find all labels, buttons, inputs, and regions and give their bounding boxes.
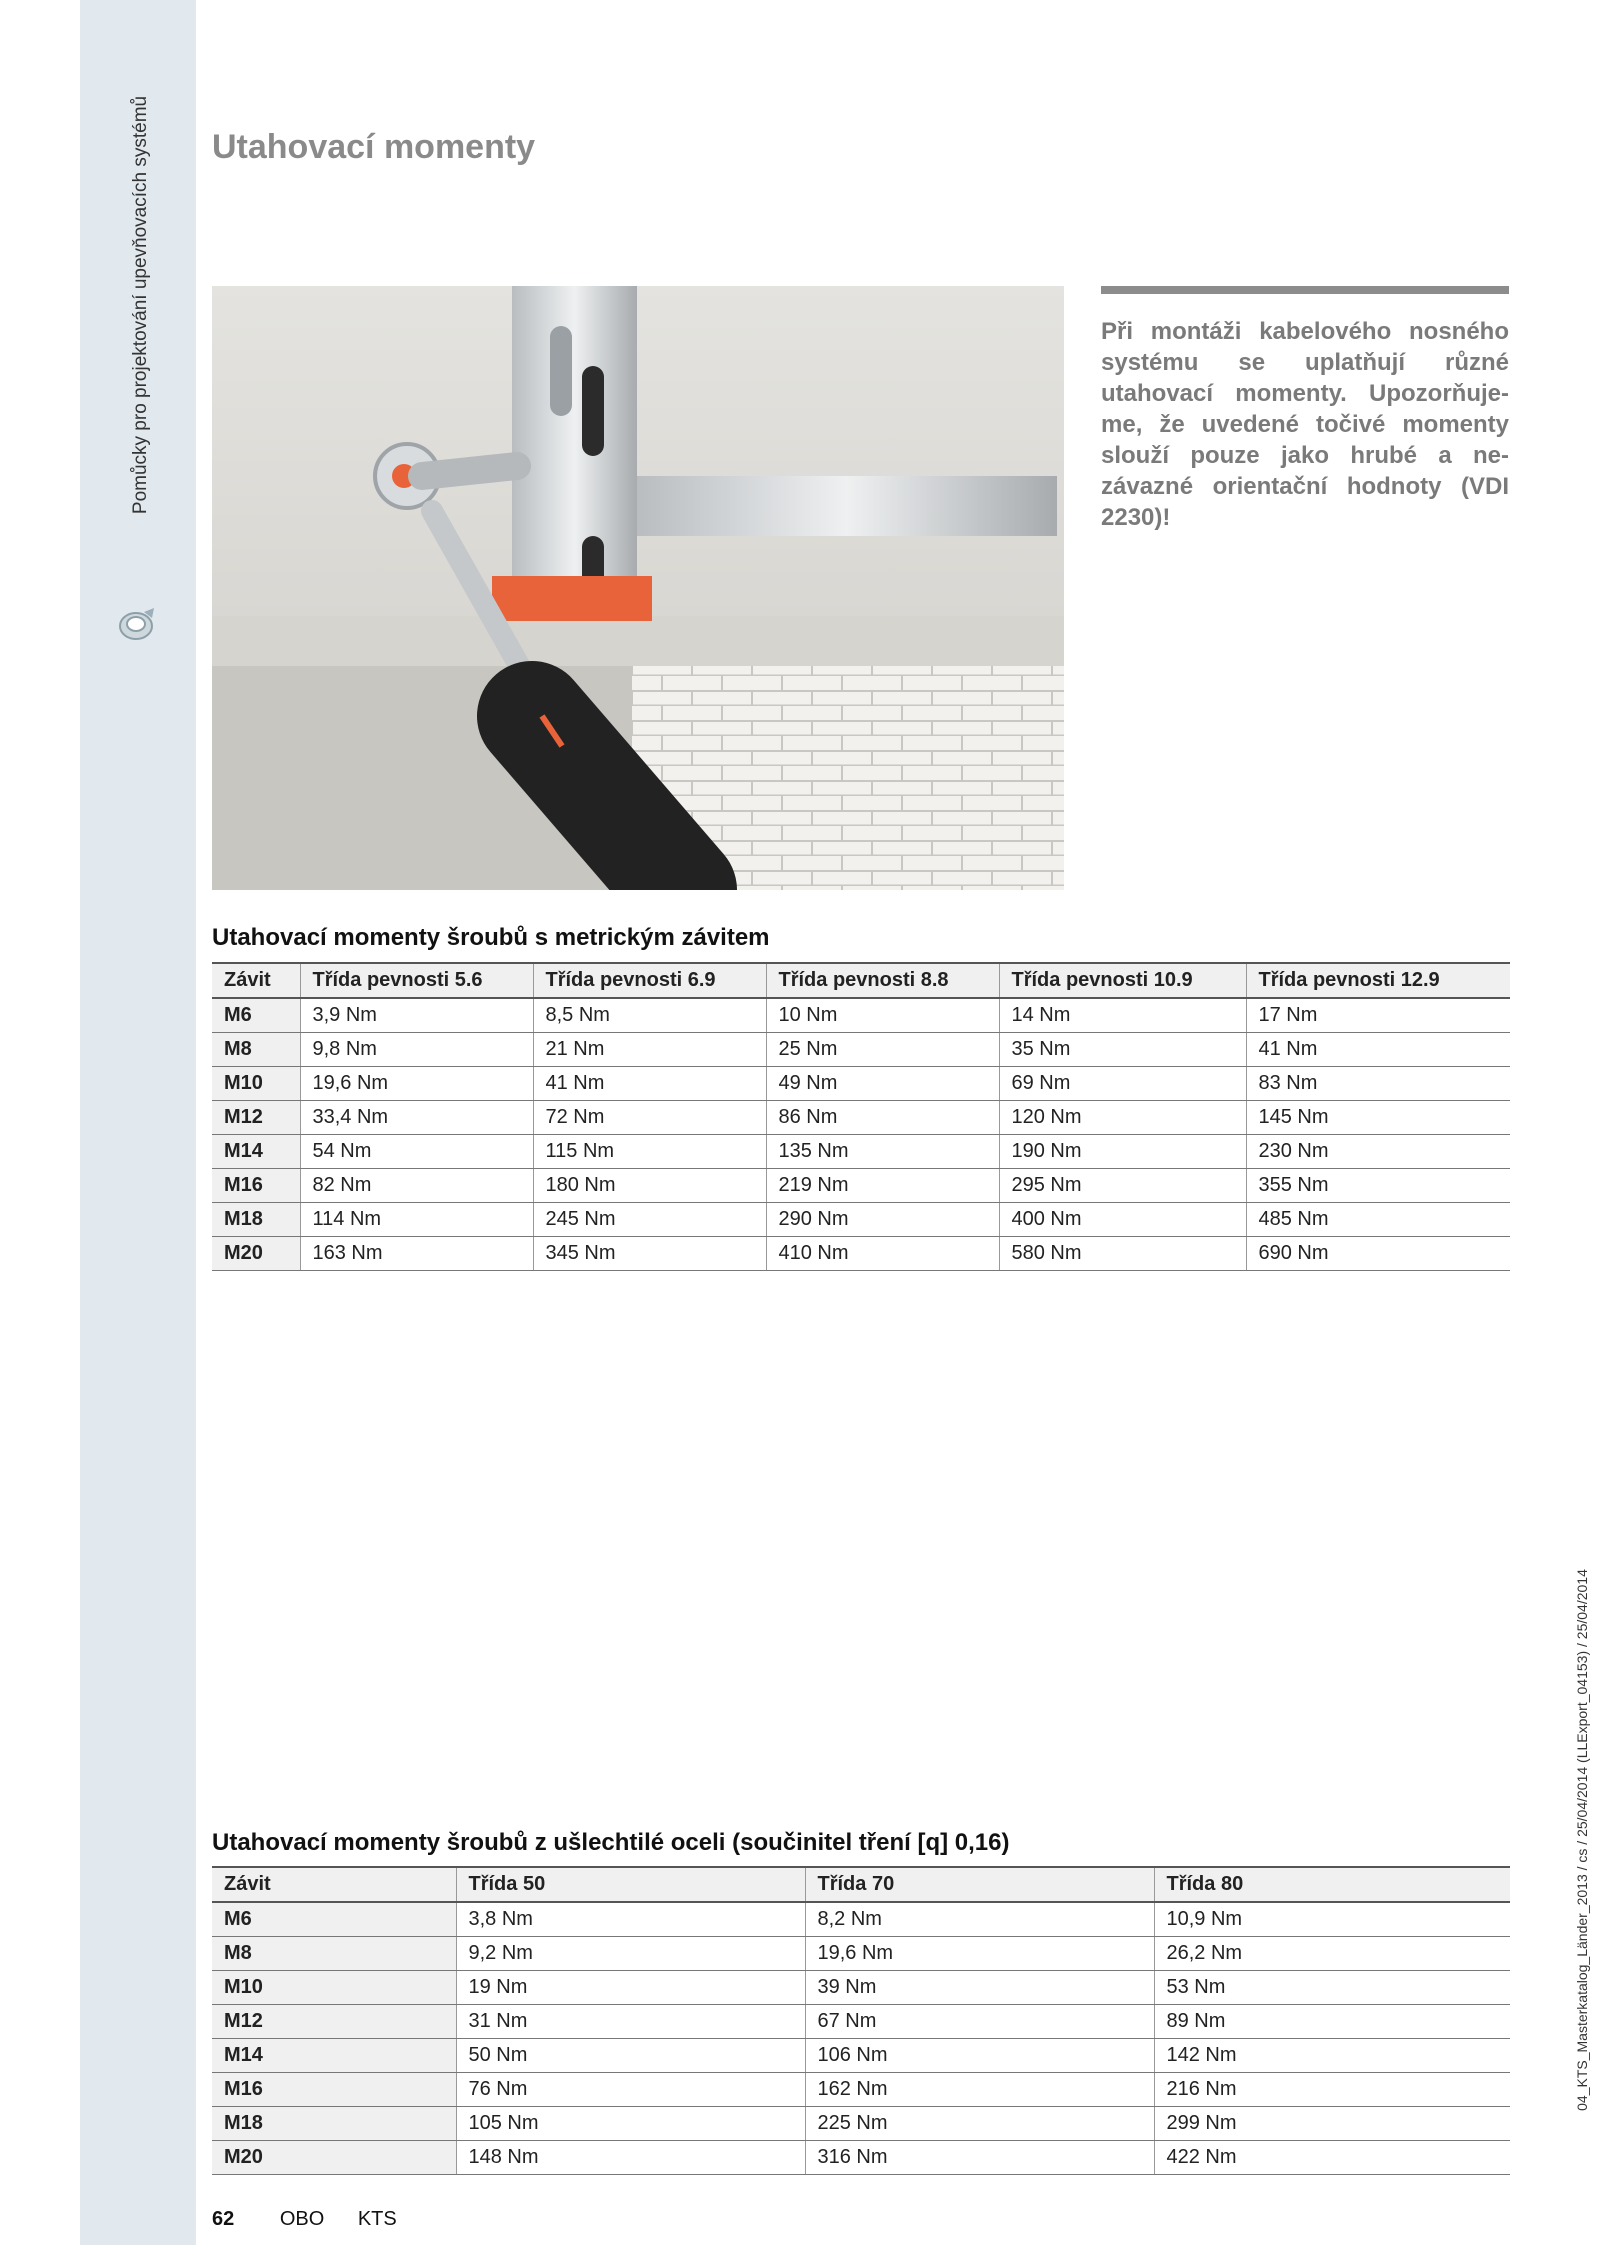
value-cell: 41 Nm — [1246, 1033, 1510, 1067]
value-cell: 115 Nm — [533, 1135, 766, 1169]
value-cell: 9,8 Nm — [300, 1033, 533, 1067]
table-row — [212, 1101, 1510, 1135]
stainless-torque-table — [212, 1866, 1510, 2175]
value-cell: 216 Nm — [1154, 2073, 1510, 2107]
value-cell: 580 Nm — [999, 1237, 1246, 1271]
value-cell: 114 Nm — [300, 1203, 533, 1237]
value-cell: 82 Nm — [300, 1169, 533, 1203]
value-cell: 345 Nm — [533, 1237, 766, 1271]
page-footer — [212, 2208, 397, 2231]
value-cell: 355 Nm — [1246, 1169, 1510, 1203]
footer-brand: OBO — [279, 2208, 325, 2230]
thread-cell: M16 — [212, 2073, 456, 2107]
value-cell: 219 Nm — [766, 1169, 999, 1203]
table-row — [212, 1237, 1510, 1271]
value-cell: 8,2 Nm — [805, 1902, 1154, 1937]
value-cell: 422 Nm — [1154, 2141, 1510, 2175]
intro-text: Při montáži kabelového nosného systému se uplatňují různé utahovací momenty. Upozorňuje-me, že uvedené točivé momenty slouží pouze jako hrubé a ne-závazné orientační hodnoty (VDI 2230)! — [1101, 318, 1509, 531]
value-cell: 35 Nm — [999, 1033, 1246, 1067]
value-cell: 690 Nm — [1246, 1237, 1510, 1271]
value-cell: 410 Nm — [766, 1237, 999, 1271]
value-cell: 69 Nm — [999, 1067, 1246, 1101]
value-cell: 21 Nm — [533, 1033, 766, 1067]
catalog-reference: 04_KTS_Masterkatalog_Länder_2013 / cs / 25/04/2014 (LLExport_04153) / 25/04/2014 — [1574, 1569, 1590, 2111]
thread-cell: M10 — [212, 1067, 300, 1101]
value-cell: 9,2 Nm — [456, 1937, 805, 1971]
thread-cell: M12 — [212, 1101, 300, 1135]
value-cell: 50 Nm — [456, 2039, 805, 2073]
value-cell: 120 Nm — [999, 1101, 1246, 1135]
thread-cell: M6 — [212, 998, 300, 1033]
header-cell: Třída 50 — [456, 1867, 805, 1902]
value-cell: 26,2 Nm — [1154, 1937, 1510, 1971]
value-cell: 54 Nm — [300, 1135, 533, 1169]
value-cell: 41 Nm — [533, 1067, 766, 1101]
thread-cell: M14 — [212, 2039, 456, 2073]
thread-cell: M16 — [212, 1169, 300, 1203]
torque-wrench-photo — [212, 286, 1064, 890]
table-header-row — [212, 1867, 1510, 1902]
table-row — [212, 2107, 1510, 2141]
obo-logo-icon — [114, 600, 162, 648]
metric-torque-table — [212, 962, 1510, 1271]
sidebar-section-label: Pomůcky pro projektování upevňovacích systémů — [130, 95, 151, 515]
value-cell: 225 Nm — [805, 2107, 1154, 2141]
table-row — [212, 2005, 1510, 2039]
value-cell: 245 Nm — [533, 1203, 766, 1237]
thread-cell: M12 — [212, 2005, 456, 2039]
header-cell: Třída pevnosti 8.8 — [766, 963, 999, 998]
value-cell: 106 Nm — [805, 2039, 1154, 2073]
table-row — [212, 2039, 1510, 2073]
header-cell: Třída pevnosti 12.9 — [1246, 963, 1510, 998]
table-row — [212, 1067, 1510, 1101]
header-cell: Třída pevnosti 6.9 — [533, 963, 766, 998]
value-cell: 53 Nm — [1154, 1971, 1510, 2005]
thread-cell: M18 — [212, 1203, 300, 1237]
header-cell: Závit — [212, 1867, 456, 1902]
thread-cell: M6 — [212, 1902, 456, 1937]
header-cell: Závit — [212, 963, 300, 998]
value-cell: 400 Nm — [999, 1203, 1246, 1237]
table-row — [212, 1169, 1510, 1203]
header-cell: Třída 70 — [805, 1867, 1154, 1902]
value-cell: 33,4 Nm — [300, 1101, 533, 1135]
table-row — [212, 1971, 1510, 2005]
table-row — [212, 2073, 1510, 2107]
table-row — [212, 1937, 1510, 1971]
table2-title: Utahovací momenty šroubů z ušlechtilé oceli (součinitel tření [q] 0,16) — [212, 1829, 1010, 1856]
value-cell: 19,6 Nm — [300, 1067, 533, 1101]
value-cell: 31 Nm — [456, 2005, 805, 2039]
table-row — [212, 1902, 1510, 1937]
value-cell: 316 Nm — [805, 2141, 1154, 2175]
value-cell: 162 Nm — [805, 2073, 1154, 2107]
value-cell: 135 Nm — [766, 1135, 999, 1169]
value-cell: 295 Nm — [999, 1169, 1246, 1203]
thread-cell: M8 — [212, 1033, 300, 1067]
value-cell: 10 Nm — [766, 998, 999, 1033]
thread-cell: M18 — [212, 2107, 456, 2141]
value-cell: 485 Nm — [1246, 1203, 1510, 1237]
value-cell: 105 Nm — [456, 2107, 805, 2141]
page-number: 62 — [212, 2208, 235, 2230]
value-cell: 72 Nm — [533, 1101, 766, 1135]
header-cell: Třída 80 — [1154, 1867, 1510, 1902]
table-row — [212, 1135, 1510, 1169]
table-row — [212, 998, 1510, 1033]
thread-cell: M14 — [212, 1135, 300, 1169]
value-cell: 49 Nm — [766, 1067, 999, 1101]
page-title: Utahovací momenty — [212, 128, 536, 166]
value-cell: 148 Nm — [456, 2141, 805, 2175]
thread-cell: M20 — [212, 2141, 456, 2175]
value-cell: 180 Nm — [533, 1169, 766, 1203]
thread-cell: M10 — [212, 1971, 456, 2005]
value-cell: 67 Nm — [805, 2005, 1154, 2039]
value-cell: 8,5 Nm — [533, 998, 766, 1033]
value-cell: 89 Nm — [1154, 2005, 1510, 2039]
value-cell: 3,9 Nm — [300, 998, 533, 1033]
value-cell: 3,8 Nm — [456, 1902, 805, 1937]
table-row — [212, 2141, 1510, 2175]
table-header-row — [212, 963, 1510, 998]
table1-title: Utahovací momenty šroubů s metrickým závitem — [212, 924, 770, 951]
value-cell: 19,6 Nm — [805, 1937, 1154, 1971]
value-cell: 190 Nm — [999, 1135, 1246, 1169]
value-cell: 39 Nm — [805, 1971, 1154, 2005]
value-cell: 299 Nm — [1154, 2107, 1510, 2141]
value-cell: 86 Nm — [766, 1101, 999, 1135]
value-cell: 19 Nm — [456, 1971, 805, 2005]
thread-cell: M8 — [212, 1937, 456, 1971]
value-cell: 17 Nm — [1246, 998, 1510, 1033]
table-row — [212, 1033, 1510, 1067]
value-cell: 145 Nm — [1246, 1101, 1510, 1135]
header-cell: Třída pevnosti 10.9 — [999, 963, 1246, 998]
value-cell: 83 Nm — [1246, 1067, 1510, 1101]
value-cell: 25 Nm — [766, 1033, 999, 1067]
value-cell: 290 Nm — [766, 1203, 999, 1237]
value-cell: 14 Nm — [999, 998, 1246, 1033]
value-cell: 163 Nm — [300, 1237, 533, 1271]
value-cell: 142 Nm — [1154, 2039, 1510, 2073]
thread-cell: M20 — [212, 1237, 300, 1271]
header-cell: Třída pevnosti 5.6 — [300, 963, 533, 998]
intro-rule — [1101, 286, 1509, 294]
value-cell: 76 Nm — [456, 2073, 805, 2107]
value-cell: 10,9 Nm — [1154, 1902, 1510, 1937]
footer-product: KTS — [357, 2208, 397, 2230]
table-row — [212, 1203, 1510, 1237]
value-cell: 230 Nm — [1246, 1135, 1510, 1169]
